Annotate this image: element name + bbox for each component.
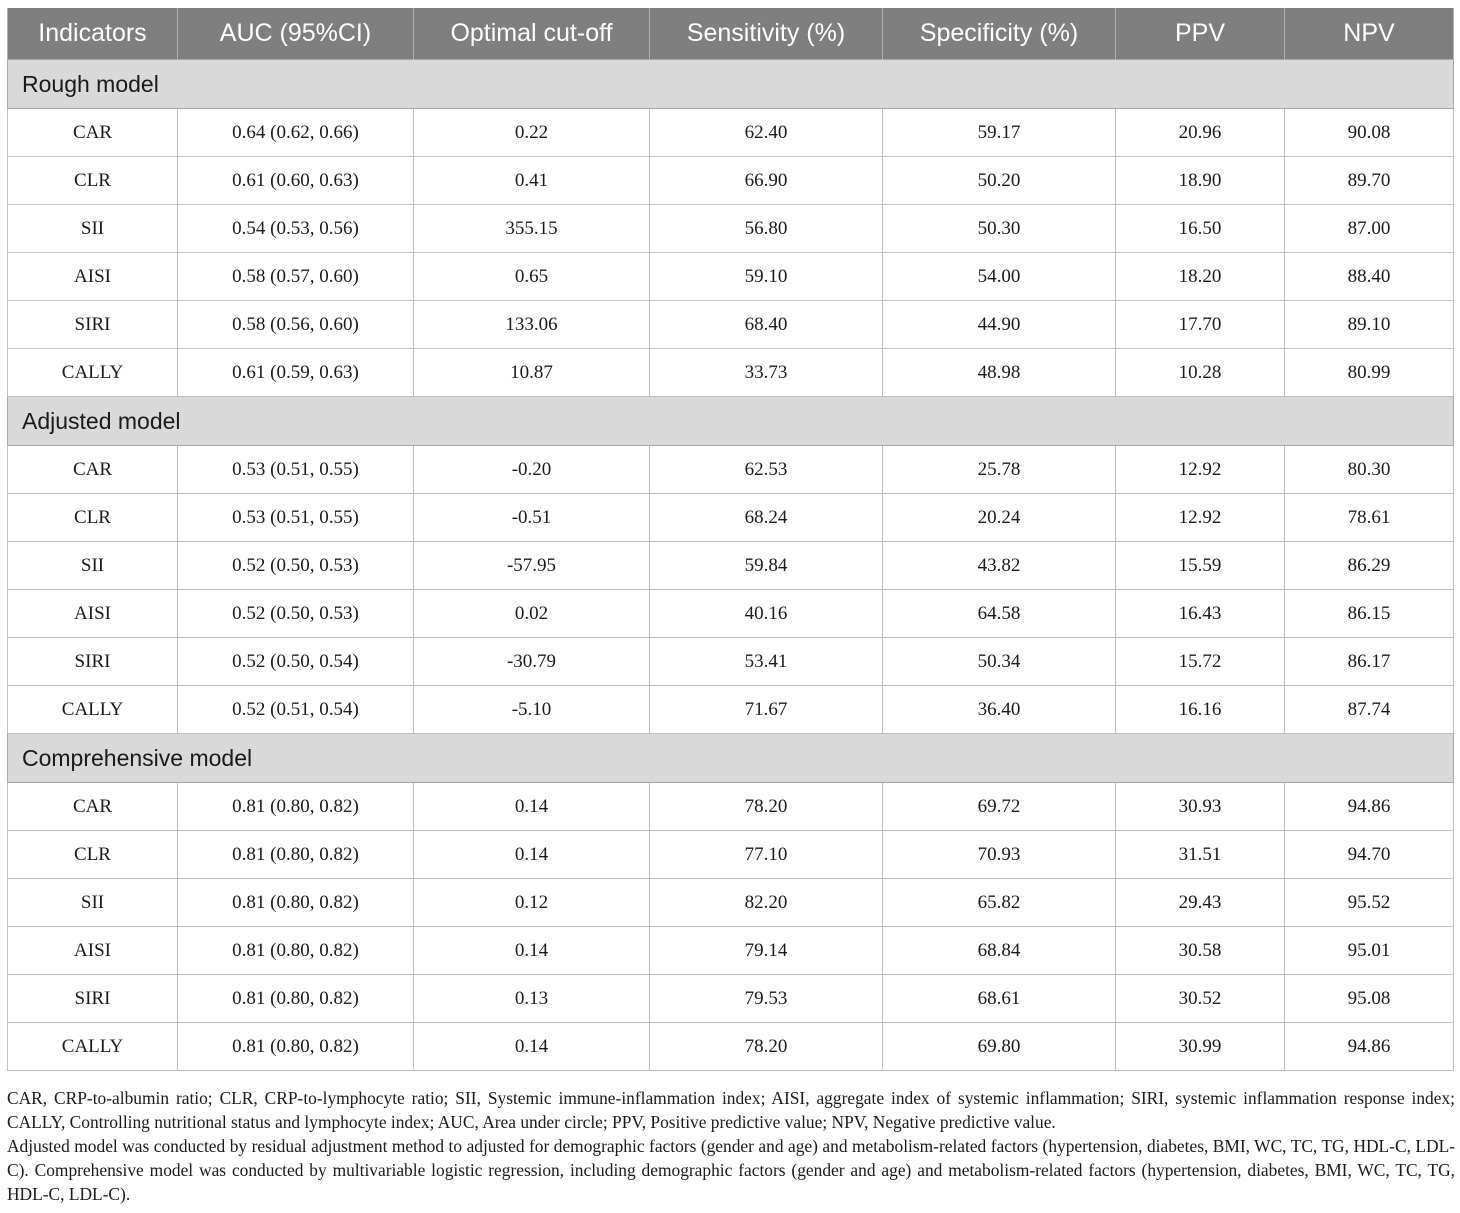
cell-indicator: CAR xyxy=(8,446,178,494)
cell-cutoff: 0.14 xyxy=(414,831,650,879)
cell-npv: 80.99 xyxy=(1285,349,1454,397)
table-row xyxy=(8,494,1454,542)
header-npv: NPV xyxy=(1285,8,1454,60)
cell-cutoff: 133.06 xyxy=(414,301,650,349)
cell-ppv: 18.20 xyxy=(1116,253,1285,301)
header-sensitivity: Sensitivity (%) xyxy=(650,8,883,60)
cell-npv: 95.52 xyxy=(1285,879,1454,927)
cell-cutoff: -0.20 xyxy=(414,446,650,494)
table-row xyxy=(8,301,1454,349)
cell-indicator: CAR xyxy=(8,783,178,831)
group-row xyxy=(8,734,1454,783)
group-label: Adjusted model xyxy=(8,397,1454,446)
cell-auc: 0.52 (0.50, 0.53) xyxy=(178,542,414,590)
cell-ppv: 16.50 xyxy=(1116,205,1285,253)
cell-auc: 0.52 (0.50, 0.53) xyxy=(178,590,414,638)
cell-cutoff: 0.14 xyxy=(414,927,650,975)
cell-specificity: 69.72 xyxy=(883,783,1116,831)
cell-sensitivity: 79.14 xyxy=(650,927,883,975)
cell-npv: 80.30 xyxy=(1285,446,1454,494)
cell-indicator: CALLY xyxy=(8,349,178,397)
cell-sensitivity: 59.10 xyxy=(650,253,883,301)
table-row xyxy=(8,446,1454,494)
cell-ppv: 16.43 xyxy=(1116,590,1285,638)
cell-cutoff: 0.65 xyxy=(414,253,650,301)
table-footnotes xyxy=(7,1086,1455,1206)
cell-cutoff: 0.14 xyxy=(414,783,650,831)
cell-indicator: SII xyxy=(8,542,178,590)
cell-auc: 0.81 (0.80, 0.82) xyxy=(178,975,414,1023)
cell-npv: 89.10 xyxy=(1285,301,1454,349)
cell-sensitivity: 77.10 xyxy=(650,831,883,879)
cell-ppv: 10.28 xyxy=(1116,349,1285,397)
cell-specificity: 20.24 xyxy=(883,494,1116,542)
cell-npv: 95.08 xyxy=(1285,975,1454,1023)
table-row xyxy=(8,109,1454,157)
cell-specificity: 69.80 xyxy=(883,1023,1116,1071)
cell-npv: 94.70 xyxy=(1285,831,1454,879)
cell-ppv: 30.93 xyxy=(1116,783,1285,831)
cell-ppv: 29.43 xyxy=(1116,879,1285,927)
cell-specificity: 68.84 xyxy=(883,927,1116,975)
cell-specificity: 43.82 xyxy=(883,542,1116,590)
table-row xyxy=(8,1023,1454,1071)
table-body xyxy=(8,60,1454,1071)
cell-cutoff: -5.10 xyxy=(414,686,650,734)
cell-sensitivity: 59.84 xyxy=(650,542,883,590)
cell-specificity: 44.90 xyxy=(883,301,1116,349)
cell-sensitivity: 53.41 xyxy=(650,638,883,686)
header-ppv: PPV xyxy=(1116,8,1285,60)
cell-indicator: AISI xyxy=(8,927,178,975)
cell-auc: 0.61 (0.60, 0.63) xyxy=(178,157,414,205)
cell-npv: 88.40 xyxy=(1285,253,1454,301)
table-row xyxy=(8,253,1454,301)
table-header-row xyxy=(8,8,1454,60)
cell-auc: 0.81 (0.80, 0.82) xyxy=(178,783,414,831)
cell-sensitivity: 71.67 xyxy=(650,686,883,734)
cell-specificity: 50.34 xyxy=(883,638,1116,686)
cell-npv: 94.86 xyxy=(1285,1023,1454,1071)
cell-sensitivity: 40.16 xyxy=(650,590,883,638)
table-row xyxy=(8,542,1454,590)
cell-ppv: 15.72 xyxy=(1116,638,1285,686)
cell-npv: 94.86 xyxy=(1285,783,1454,831)
cell-ppv: 20.96 xyxy=(1116,109,1285,157)
cell-cutoff: 0.12 xyxy=(414,879,650,927)
cell-cutoff: 0.02 xyxy=(414,590,650,638)
cell-auc: 0.81 (0.80, 0.82) xyxy=(178,831,414,879)
cell-specificity: 25.78 xyxy=(883,446,1116,494)
cell-cutoff: 0.41 xyxy=(414,157,650,205)
cell-npv: 90.08 xyxy=(1285,109,1454,157)
cell-cutoff: 0.14 xyxy=(414,1023,650,1071)
cell-cutoff: -30.79 xyxy=(414,638,650,686)
cell-npv: 87.74 xyxy=(1285,686,1454,734)
group-row xyxy=(8,60,1454,109)
cell-sensitivity: 78.20 xyxy=(650,783,883,831)
cell-npv: 86.17 xyxy=(1285,638,1454,686)
cell-specificity: 48.98 xyxy=(883,349,1116,397)
cell-auc: 0.53 (0.51, 0.55) xyxy=(178,446,414,494)
cell-indicator: SII xyxy=(8,879,178,927)
cell-specificity: 64.58 xyxy=(883,590,1116,638)
cell-cutoff: 0.22 xyxy=(414,109,650,157)
methods-note: Adjusted model was conducted by residual adjustment method to adjusted for demographic factors (gender and age) and metabolism-related factors (hypertension, diabetes, BMI, WC, TC, TG, HDL-C, LDL-C). Comprehensive model was conducted by multivariable logistic regression, including demographic factors (gender and age) and metabolism-related factors (hypertension, diabetes, BMI, WC, TC, TG, HDL-C, LDL-C). xyxy=(7,1136,1455,1204)
cell-indicator: SIRI xyxy=(8,975,178,1023)
cell-ppv: 16.16 xyxy=(1116,686,1285,734)
cell-npv: 87.00 xyxy=(1285,205,1454,253)
cell-indicator: CLR xyxy=(8,494,178,542)
table-row xyxy=(8,686,1454,734)
cell-auc: 0.81 (0.80, 0.82) xyxy=(178,1023,414,1071)
cell-specificity: 68.61 xyxy=(883,975,1116,1023)
cell-ppv: 12.92 xyxy=(1116,446,1285,494)
table-row xyxy=(8,590,1454,638)
header-cutoff: Optimal cut-off xyxy=(414,8,650,60)
cell-cutoff: 10.87 xyxy=(414,349,650,397)
cell-auc: 0.61 (0.59, 0.63) xyxy=(178,349,414,397)
cell-specificity: 36.40 xyxy=(883,686,1116,734)
cell-ppv: 30.58 xyxy=(1116,927,1285,975)
table-row xyxy=(8,879,1454,927)
group-label: Comprehensive model xyxy=(8,734,1454,783)
cell-sensitivity: 82.20 xyxy=(650,879,883,927)
cell-cutoff: 355.15 xyxy=(414,205,650,253)
cell-auc: 0.52 (0.50, 0.54) xyxy=(178,638,414,686)
cell-specificity: 65.82 xyxy=(883,879,1116,927)
table-row xyxy=(8,349,1454,397)
cell-npv: 78.61 xyxy=(1285,494,1454,542)
cell-indicator: CLR xyxy=(8,157,178,205)
cell-indicator: SII xyxy=(8,205,178,253)
cell-ppv: 15.59 xyxy=(1116,542,1285,590)
cell-ppv: 30.99 xyxy=(1116,1023,1285,1071)
cell-ppv: 30.52 xyxy=(1116,975,1285,1023)
cell-npv: 95.01 xyxy=(1285,927,1454,975)
table-row xyxy=(8,975,1454,1023)
abbreviations-note: CAR, CRP-to-albumin ratio; CLR, CRP-to-lymphocyte ratio; SII, Systemic immune-inflammation index; AISI, aggregate index of systemic inflammation; SIRI, systemic inflammation response index; CALLY, Controlling nutritional status and lymphocyte index; AUC, Area under circle; PPV, Positive predictive value; NPV, Negative predictive value. xyxy=(7,1088,1455,1132)
cell-sensitivity: 78.20 xyxy=(650,1023,883,1071)
table-row xyxy=(8,927,1454,975)
group-row xyxy=(8,397,1454,446)
table-row xyxy=(8,205,1454,253)
cell-specificity: 50.20 xyxy=(883,157,1116,205)
cell-npv: 89.70 xyxy=(1285,157,1454,205)
table-row xyxy=(8,783,1454,831)
cell-ppv: 17.70 xyxy=(1116,301,1285,349)
cell-specificity: 70.93 xyxy=(883,831,1116,879)
cell-auc: 0.52 (0.51, 0.54) xyxy=(178,686,414,734)
cell-auc: 0.58 (0.57, 0.60) xyxy=(178,253,414,301)
cell-auc: 0.53 (0.51, 0.55) xyxy=(178,494,414,542)
cell-indicator: CALLY xyxy=(8,686,178,734)
cell-specificity: 59.17 xyxy=(883,109,1116,157)
cell-sensitivity: 79.53 xyxy=(650,975,883,1023)
cell-specificity: 54.00 xyxy=(883,253,1116,301)
cell-ppv: 12.92 xyxy=(1116,494,1285,542)
cell-ppv: 18.90 xyxy=(1116,157,1285,205)
cell-sensitivity: 66.90 xyxy=(650,157,883,205)
cell-indicator: CALLY xyxy=(8,1023,178,1071)
cell-indicator: SIRI xyxy=(8,301,178,349)
cell-auc: 0.81 (0.80, 0.82) xyxy=(178,879,414,927)
cell-sensitivity: 33.73 xyxy=(650,349,883,397)
header-specificity: Specificity (%) xyxy=(883,8,1116,60)
cell-sensitivity: 62.53 xyxy=(650,446,883,494)
table-row xyxy=(8,831,1454,879)
header-indicators: Indicators xyxy=(8,8,178,60)
cell-cutoff: -0.51 xyxy=(414,494,650,542)
cell-auc: 0.81 (0.80, 0.82) xyxy=(178,927,414,975)
cell-indicator: AISI xyxy=(8,253,178,301)
cell-indicator: SIRI xyxy=(8,638,178,686)
table-row xyxy=(8,638,1454,686)
header-auc: AUC (95%CI) xyxy=(178,8,414,60)
table-row xyxy=(8,157,1454,205)
cell-indicator: AISI xyxy=(8,590,178,638)
cell-sensitivity: 68.40 xyxy=(650,301,883,349)
results-table-container xyxy=(7,8,1453,1071)
cell-cutoff: 0.13 xyxy=(414,975,650,1023)
group-label: Rough model xyxy=(8,60,1454,109)
cell-npv: 86.15 xyxy=(1285,590,1454,638)
cell-specificity: 50.30 xyxy=(883,205,1116,253)
cell-auc: 0.64 (0.62, 0.66) xyxy=(178,109,414,157)
cell-sensitivity: 68.24 xyxy=(650,494,883,542)
cell-ppv: 31.51 xyxy=(1116,831,1285,879)
cell-indicator: CLR xyxy=(8,831,178,879)
cell-indicator: CAR xyxy=(8,109,178,157)
cell-sensitivity: 56.80 xyxy=(650,205,883,253)
cell-npv: 86.29 xyxy=(1285,542,1454,590)
cell-auc: 0.58 (0.56, 0.60) xyxy=(178,301,414,349)
results-table xyxy=(7,8,1454,1071)
cell-auc: 0.54 (0.53, 0.56) xyxy=(178,205,414,253)
cell-sensitivity: 62.40 xyxy=(650,109,883,157)
cell-cutoff: -57.95 xyxy=(414,542,650,590)
